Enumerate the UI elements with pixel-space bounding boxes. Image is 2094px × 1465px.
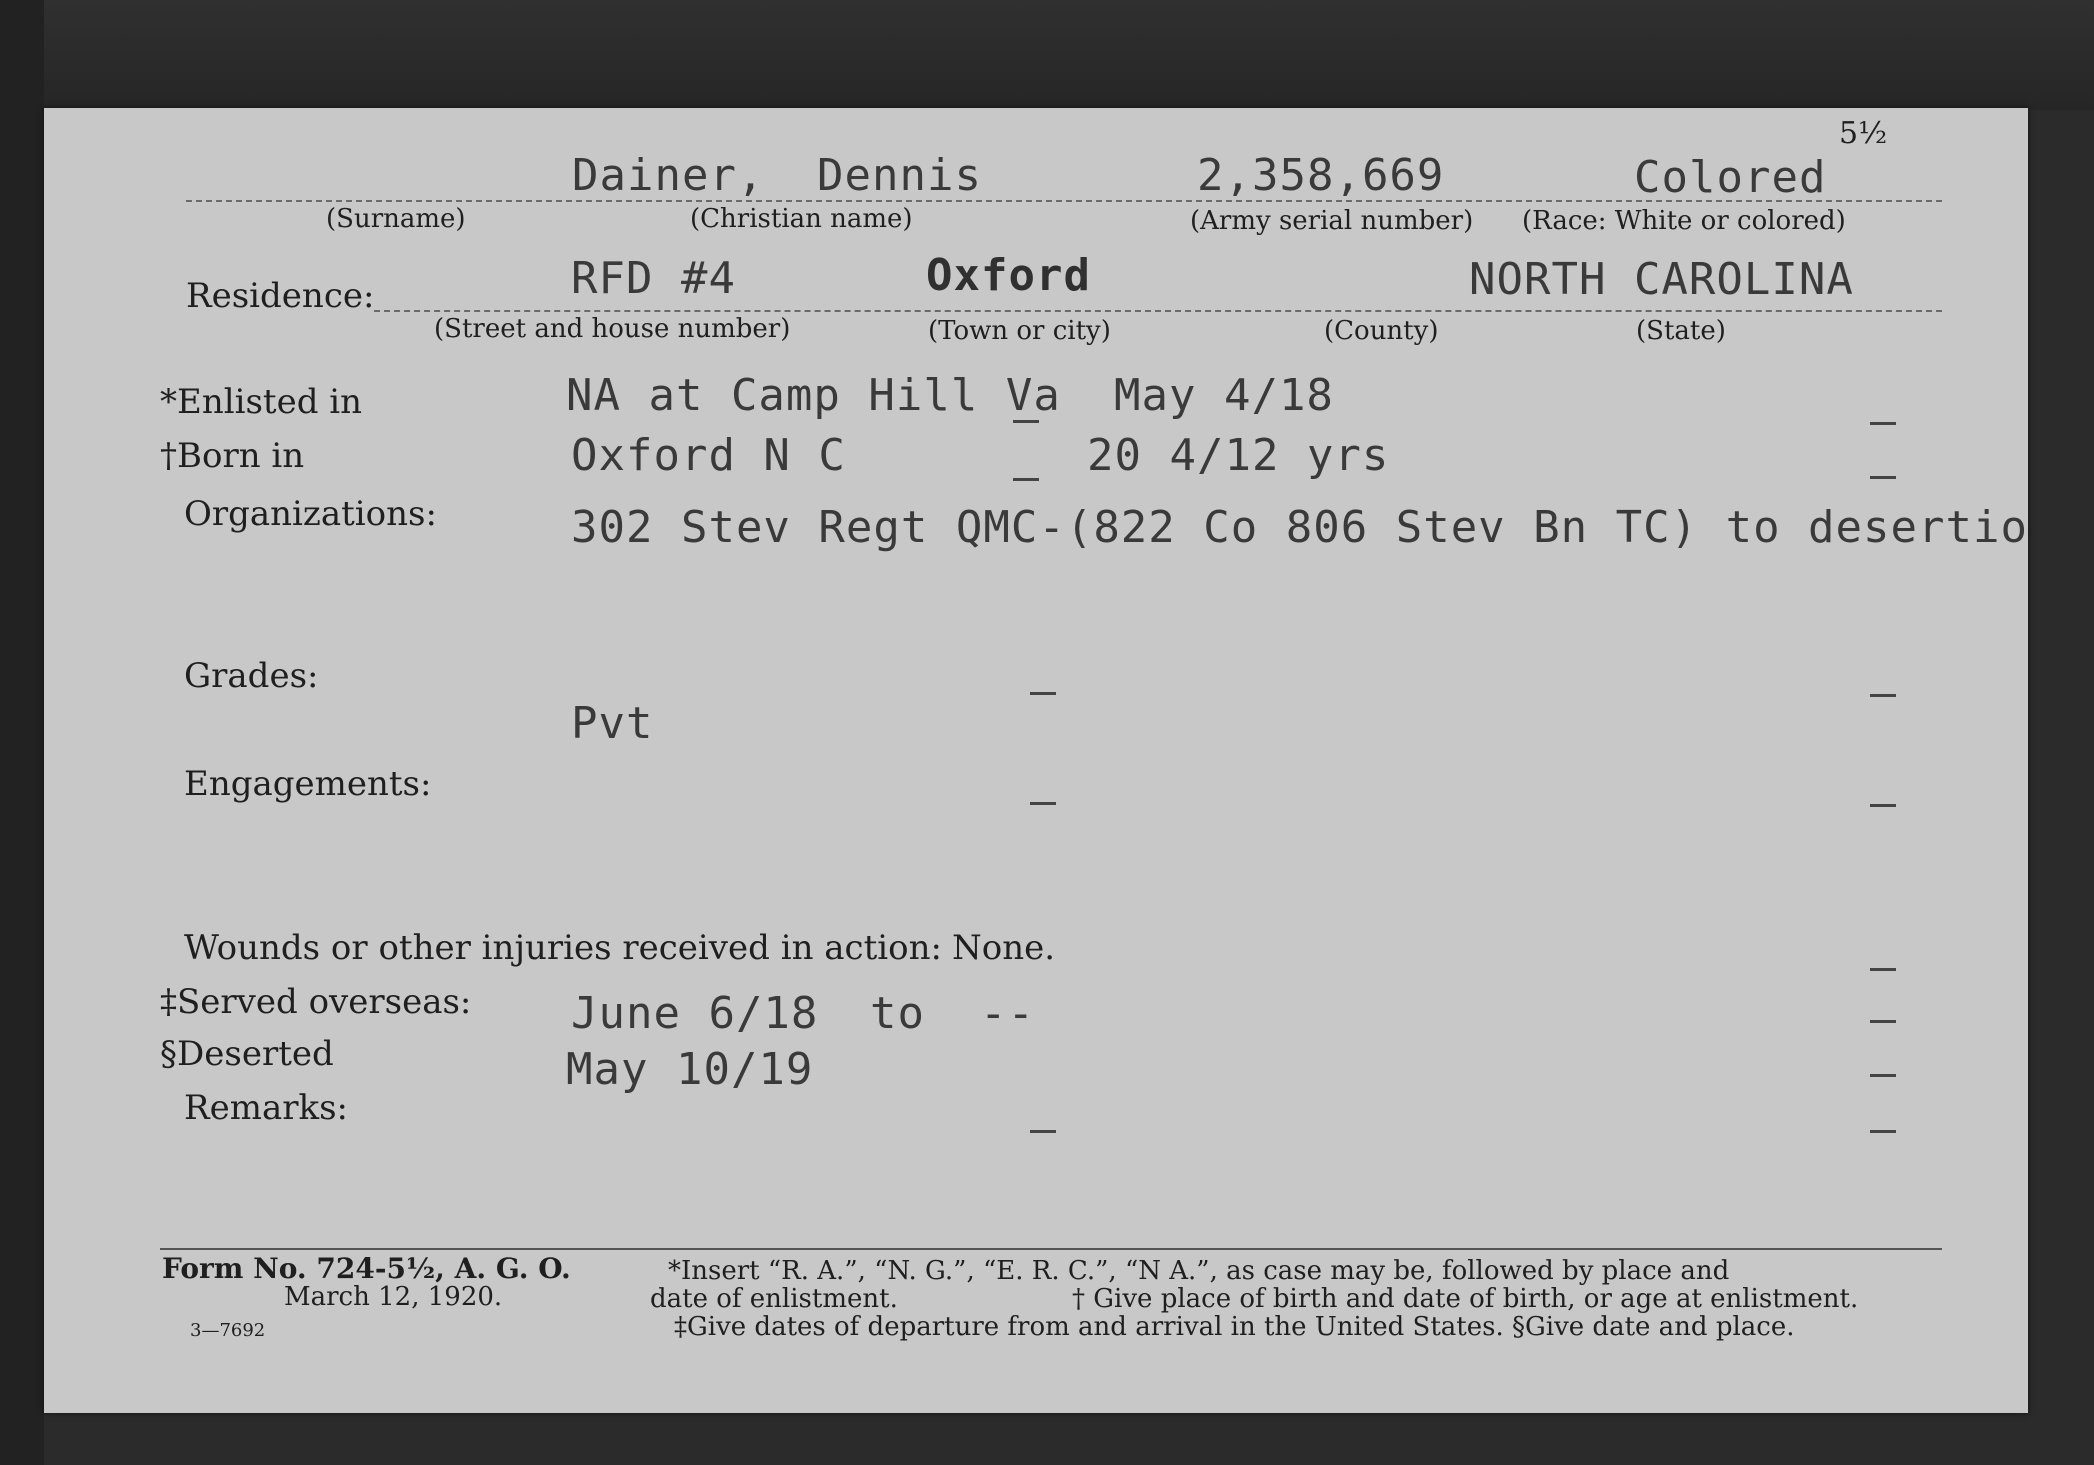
enlisted-label: *Enlisted in [160, 382, 363, 422]
remarks-label: Remarks: [184, 1088, 348, 1128]
christian-name-value: Dennis [817, 150, 982, 201]
print-code: 3—7692 [190, 1320, 266, 1341]
deserted-right-tick [1870, 1074, 1896, 1077]
served-overseas-end: -- [980, 988, 1035, 1039]
remarks-right-tick [1870, 1130, 1896, 1133]
engagements-right-tick [1870, 804, 1896, 807]
residence-label: Residence: [186, 276, 375, 316]
caption-race: (Race: White or colored) [1522, 206, 1846, 236]
caption-county: (County) [1324, 316, 1439, 346]
footnote-line-2b: † Give place of birth and date of birth, or age at enlistment. [1072, 1284, 1859, 1314]
residence-dotted-line [374, 310, 1942, 312]
residence-town-value: Oxford [926, 250, 1091, 301]
deserted-value: May 10/19 [566, 1044, 814, 1095]
remarks-tick-mark [1030, 1130, 1056, 1133]
wounds-label: Wounds or other injuries received in action: [184, 928, 942, 968]
footnote-line-3: ‡Give dates of departure from and arrival in the United States. §Give date and place. [674, 1312, 1795, 1342]
wounds-value: None. [952, 928, 1056, 968]
born-tick-mark [1013, 478, 1039, 481]
enlisted-date-value: May 4/18 [1114, 370, 1334, 421]
born-right-tick [1870, 476, 1896, 479]
race-value: Colored [1634, 152, 1827, 203]
serial-number-value: 2,358,669 [1197, 150, 1445, 201]
caption-street: (Street and house number) [434, 314, 791, 344]
grades-tick-mark [1030, 692, 1056, 695]
scan-backdrop-left [0, 0, 44, 1465]
caption-town: (Town or city) [928, 316, 1111, 346]
surname-value: Dainer, [572, 150, 765, 201]
engagements-label: Engagements: [184, 764, 432, 804]
scan-backdrop-top [0, 0, 2094, 110]
served-overseas-label: ‡Served overseas: [160, 982, 472, 1022]
header-dotted-line [186, 200, 1942, 202]
residence-state-value: NORTH CAROLINA [1469, 254, 1854, 305]
born-label: †Born in [160, 436, 305, 476]
caption-surname: (Surname) [326, 204, 466, 234]
form-date: March 12, 1920. [284, 1282, 503, 1312]
wounds-right-tick [1870, 968, 1896, 971]
form-number: Form No. 724-5½, A. G. O. [162, 1252, 571, 1285]
caption-serial-number: (Army serial number) [1190, 206, 1474, 236]
footer-rule [160, 1248, 1942, 1250]
born-age-value: 20 4/12 yrs [1087, 430, 1390, 481]
service-record-card [44, 108, 2028, 1413]
footnote-line-2a: date of enlistment. [650, 1284, 898, 1314]
enlisted-tick-mark [1013, 420, 1039, 423]
grades-label: Grades: [184, 656, 319, 696]
organizations-value: 302 Stev Regt QMC-(822 Co 806 Stev Bn TC) to desertio [571, 502, 2028, 553]
overseas-right-tick [1870, 1020, 1896, 1023]
corner-number: 5½ [1839, 116, 1888, 151]
grades-value: Pvt [571, 698, 654, 749]
deserted-label: §Deserted [160, 1034, 334, 1074]
caption-state: (State) [1636, 316, 1726, 346]
served-overseas-to: to [870, 988, 925, 1039]
organizations-label: Organizations: [184, 494, 437, 534]
engagements-tick-mark [1030, 802, 1056, 805]
enlisted-value: NA at Camp Hill Va [566, 370, 1061, 421]
caption-christian-name: (Christian name) [690, 204, 913, 234]
born-value: Oxford N C [571, 430, 846, 481]
served-overseas-start: June 6/18 [571, 988, 819, 1039]
enlisted-right-tick [1870, 422, 1896, 425]
grades-right-tick [1870, 694, 1896, 697]
residence-street-value: RFD #4 [571, 253, 736, 304]
footnote-line-1: *Insert “R. A.”, “N. G.”, “E. R. C.”, “N A.”, as case may be, followed by place and [668, 1256, 1730, 1286]
